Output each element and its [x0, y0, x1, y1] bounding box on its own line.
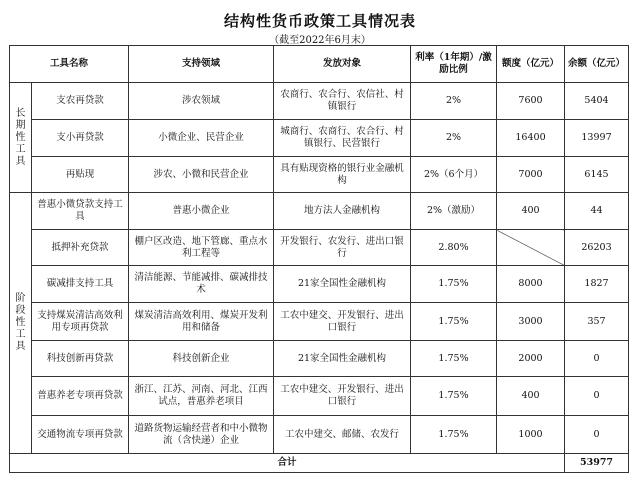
- table-row: [10, 416, 629, 454]
- header-tool-name: 工具名称: [10, 46, 129, 83]
- header-quota: 额度（亿元）: [497, 46, 565, 83]
- tool-name-cell: 交通物流专项再贷款: [32, 416, 129, 454]
- support-area-cell: 普惠小微企业: [129, 193, 274, 230]
- tool-name-cell: 支小再贷款: [32, 120, 129, 157]
- balance-cell: 0: [565, 341, 629, 377]
- quota-cell-diagonal: [497, 230, 565, 266]
- table-row: [10, 83, 629, 120]
- header-balance: 余额（亿元）: [565, 46, 629, 83]
- balance-cell: 357: [565, 303, 629, 341]
- quota-cell: 400: [497, 377, 565, 416]
- target-cell: 21家全国性金融机构: [274, 341, 411, 377]
- support-area-cell: 清洁能源、节能减排、碳减排技术: [129, 266, 274, 303]
- policy-tools-table: [9, 45, 629, 473]
- rate-cell: 1.75%: [411, 341, 497, 377]
- support-area-cell: 小微企业、民营企业: [129, 120, 274, 157]
- category-phased: 阶段性工具: [10, 193, 32, 454]
- header-target: 发放对象: [274, 46, 411, 83]
- rate-cell: 1.75%: [411, 416, 497, 454]
- support-area-cell: 涉农、小微和民营企业: [129, 157, 274, 193]
- balance-cell: 1827: [565, 266, 629, 303]
- support-area-cell: 科技创新企业: [129, 341, 274, 377]
- rate-cell: 2.80%: [411, 230, 497, 266]
- target-cell: 21家全国性金融机构: [274, 266, 411, 303]
- tool-name-cell: 碳减排支持工具: [32, 266, 129, 303]
- target-cell: 工农中建交、开发银行、进出口银行: [274, 377, 411, 416]
- table-row: [10, 193, 629, 230]
- rate-cell: 1.75%: [411, 377, 497, 416]
- page-subtitle: （截至2022年6月末）: [269, 35, 371, 46]
- table-row: [10, 157, 629, 193]
- target-cell: 城商行、农商行、农合行、村镇银行、民营银行: [274, 120, 411, 157]
- target-cell: 具有贴现资格的银行业金融机构: [274, 157, 411, 193]
- quota-cell: 2000: [497, 341, 565, 377]
- balance-cell: 0: [565, 377, 629, 416]
- rate-cell: 2%: [411, 120, 497, 157]
- balance-cell: 6145: [565, 157, 629, 193]
- total-balance: 53977: [565, 454, 629, 473]
- quota-cell: 1000: [497, 416, 565, 454]
- category-long-term: 长期性工具: [10, 83, 32, 193]
- support-area-cell: 棚户区改造、地下管廊、重点水利工程等: [129, 230, 274, 266]
- rate-cell: 1.75%: [411, 266, 497, 303]
- target-cell: 工农中建交、邮储、农发行: [274, 416, 411, 454]
- balance-cell: 13997: [565, 120, 629, 157]
- rate-cell: 2%（激励）: [411, 193, 497, 230]
- target-cell: 开发银行、农发行、进出口银行: [274, 230, 411, 266]
- quota-cell: 7000: [497, 157, 565, 193]
- tool-name-cell: 支持煤炭清洁高效利用专项再贷款: [32, 303, 129, 341]
- target-cell: 地方法人金融机构: [274, 193, 411, 230]
- table-row: [10, 303, 629, 341]
- balance-cell: 0: [565, 416, 629, 454]
- table-row: [10, 377, 629, 416]
- header-support-area: 支持领域: [129, 46, 274, 83]
- target-cell: 工农中建交、开发银行、进出口银行: [274, 303, 411, 341]
- total-label: 合计: [10, 454, 565, 473]
- quota-cell: 7600: [497, 83, 565, 120]
- support-area-cell: 道路货物运输经营者和中小微物流（含快递）企业: [129, 416, 274, 454]
- tool-name-cell: 支农再贷款: [32, 83, 129, 120]
- target-cell: 农商行、农合行、农信社、村镇银行: [274, 83, 411, 120]
- table-row: [10, 341, 629, 377]
- table-row: [10, 230, 629, 266]
- table-row: [10, 120, 629, 157]
- tool-name-cell: 普惠小微贷款支持工具: [32, 193, 129, 230]
- quota-cell: 8000: [497, 266, 565, 303]
- rate-cell: 1.75%: [411, 303, 497, 341]
- table-row: [10, 266, 629, 303]
- balance-cell: 5404: [565, 83, 629, 120]
- rate-cell: 2%: [411, 83, 497, 120]
- tool-name-cell: 抵押补充贷款: [32, 230, 129, 266]
- tool-name-cell: 科技创新再贷款: [32, 341, 129, 377]
- header-rate: 利率（1年期）/激励比例: [411, 46, 497, 83]
- table-header-row: [10, 46, 629, 83]
- quota-cell: 400: [497, 193, 565, 230]
- total-row: [10, 454, 629, 473]
- quota-cell: 3000: [497, 303, 565, 341]
- tool-name-cell: 普惠养老专项再贷款: [32, 377, 129, 416]
- tool-name-cell: 再贴现: [32, 157, 129, 193]
- page-title: 结构性货币政策工具情况表: [223, 12, 416, 30]
- balance-cell: 44: [565, 193, 629, 230]
- support-area-cell: 煤炭清洁高效利用、煤炭开发利用和储备: [129, 303, 274, 341]
- rate-cell: 2%（6个月）: [411, 157, 497, 193]
- quota-cell: 16400: [497, 120, 565, 157]
- balance-cell: 26203: [565, 230, 629, 266]
- support-area-cell: 涉农领域: [129, 83, 274, 120]
- support-area-cell: 浙江、江苏、河南、河北、江西试点，普惠养老项目: [129, 377, 274, 416]
